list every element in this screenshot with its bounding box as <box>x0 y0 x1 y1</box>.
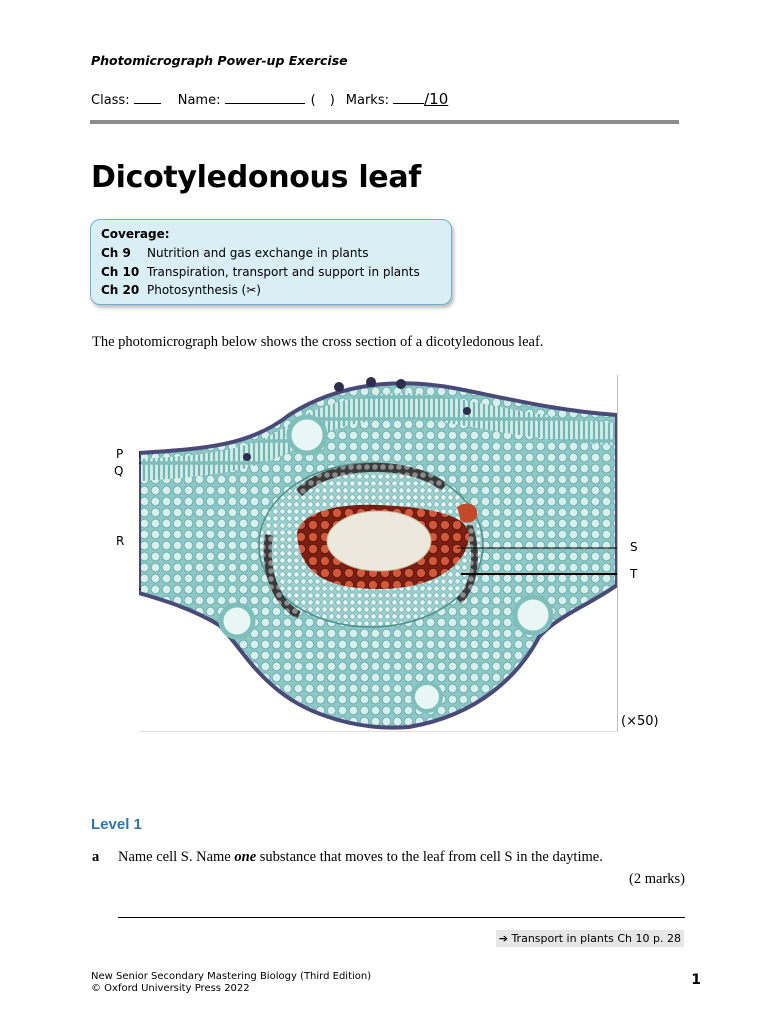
marks-total: /10 <box>424 90 449 108</box>
figure-label-t: T <box>630 567 638 581</box>
coverage-item <box>101 281 441 300</box>
intro-text: The photomicrograph below shows the cross section of a dicotyledonous leaf. <box>92 334 544 350</box>
level-heading: Level 1 <box>91 816 142 833</box>
coverage-topic: Nutrition and gas exchange in plants <box>147 246 369 260</box>
exercise-title: Photomicrograph Power-up Exercise <box>91 53 348 68</box>
footer-book-title: New Senior Secondary Mastering Biology (Third Edition) <box>91 971 372 982</box>
question-text <box>118 849 603 866</box>
marks-blank[interactable] <box>393 91 424 104</box>
answer-line[interactable] <box>118 917 685 918</box>
coverage-topic: Transpiration, transport and support in plants <box>147 264 420 279</box>
coverage-item <box>101 244 441 263</box>
magnification-label: (×50) <box>621 714 659 729</box>
coverage-chapter: Ch 9 <box>101 246 131 260</box>
question-text-start: Name cell S. Name <box>118 849 235 865</box>
coverage-topic: Photosynthesis (✂) <box>147 283 261 297</box>
leaf-cross-section-photomicrograph <box>139 375 618 732</box>
question-emphasis: one <box>234 849 257 865</box>
coverage-box <box>90 219 452 305</box>
textbook-reference: ➔ Transport in plants Ch 10 p. 28 <box>496 930 684 947</box>
name-blank[interactable] <box>225 91 305 104</box>
class-number-open: ( <box>310 93 316 108</box>
figure-label-s: S <box>630 540 638 554</box>
header-divider <box>90 120 679 124</box>
page-title: Dicotyledonous leaf <box>91 160 422 195</box>
figure-label-p: P <box>116 447 124 461</box>
question-letter: a <box>92 849 100 865</box>
marks-label: Marks: <box>345 93 389 108</box>
class-blank[interactable] <box>134 91 161 104</box>
student-info-line <box>91 90 448 108</box>
figure-label-r: R <box>116 534 125 548</box>
class-label: Class: <box>91 93 130 108</box>
class-number-close: ) <box>329 93 335 108</box>
coverage-heading: Coverage: <box>101 227 170 241</box>
figure-label-q: Q <box>114 464 124 478</box>
footer-copyright: © Oxford University Press 2022 <box>91 983 250 994</box>
question-marks: (2 marks) <box>629 871 685 887</box>
coverage-item <box>101 263 441 282</box>
coverage-chapter: Ch 20 <box>101 283 140 297</box>
name-label: Name: <box>177 93 221 108</box>
coverage-chapter: Ch 10 <box>101 264 140 279</box>
question-text-end: substance that moves to the leaf from cell S in the daytime. <box>256 849 603 865</box>
footer <box>91 971 371 995</box>
page-number: 1 <box>691 972 701 988</box>
